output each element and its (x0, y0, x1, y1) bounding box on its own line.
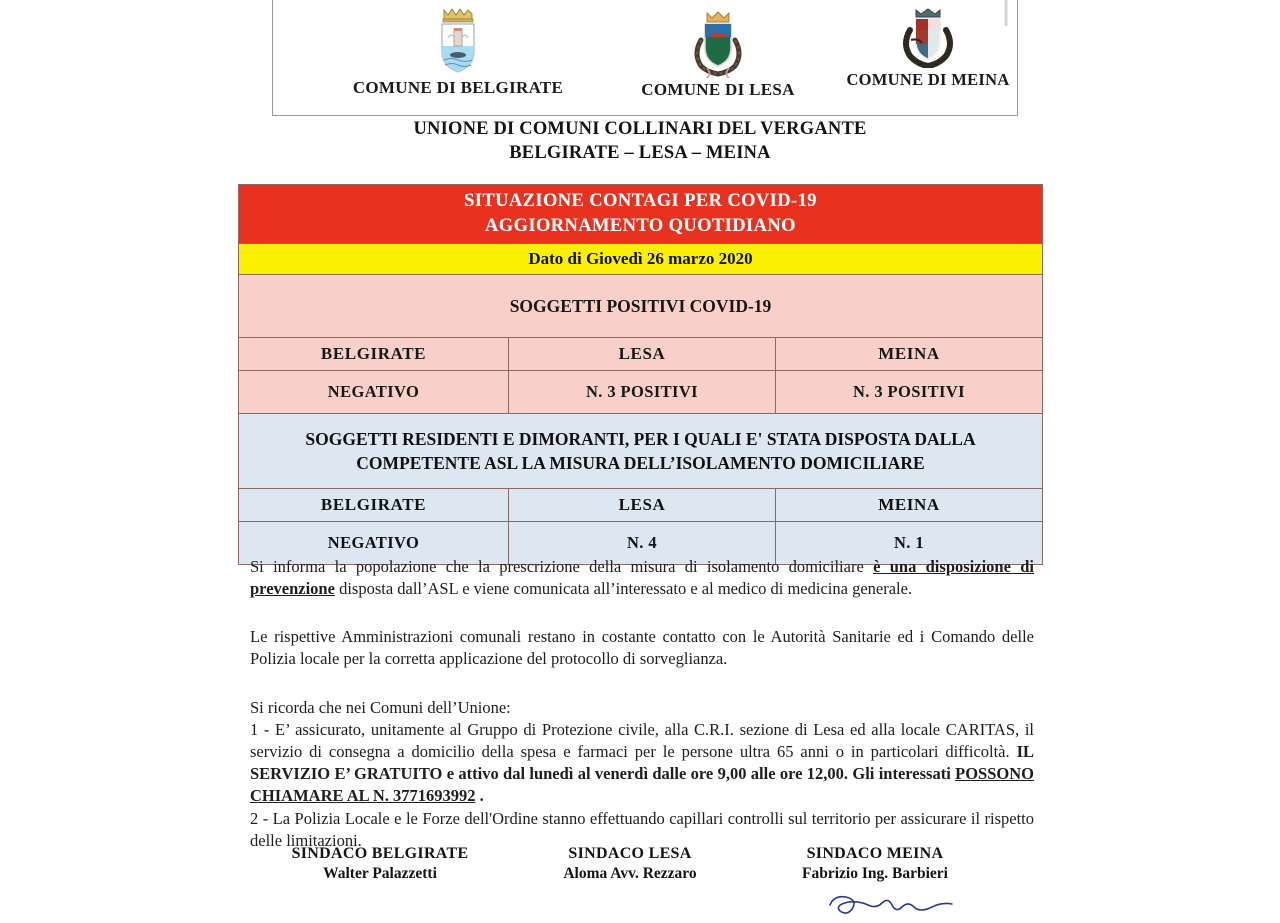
signature-role-lesa: SINDACO LESA (568, 845, 692, 862)
table-row-positives-heading (239, 275, 1043, 338)
table-row (239, 338, 1043, 371)
reminders-intro: Si ricorda che nei Comuni dell’Unione: (250, 698, 511, 717)
comune-label-lesa: COMUNE DI LESA (641, 80, 795, 99)
union-title-line-1: UNIONE DI COMUNI COLLINARI DEL VERGANTE (413, 119, 867, 139)
scan-artifact (1004, 0, 1008, 26)
table-row (239, 371, 1043, 414)
reminder-item-1-emphasis: IL SERVIZIO E’ GRATUITO e attivo dal lunedì al venerdì dalle ore 9,00 alle ore 12,00. Gli interessati (250, 742, 1034, 784)
paragraph-reminders (250, 697, 1034, 852)
signature-role-meina: SINDACO MEINA (806, 845, 944, 862)
paragraph-administrations-text: Le rispettive Amministrazioni comunali restano in costante contatto con le Autorità Sanitarie ed i Comando delle Polizia locale per la corretta applicazione del protocollo di sorveglianza. (250, 627, 1034, 669)
isolation-column-meina: MEINA (776, 489, 1043, 522)
table-row (239, 489, 1043, 522)
handwritten-signature-meina (820, 889, 960, 923)
belgirate-coat-of-arms-icon (333, 2, 583, 78)
isolation-heading-line-1: SOGGETTI RESIDENTI E DIMORANTI, PER I QUALI E' STATA DISPOSTA DALLA (305, 428, 976, 449)
signature-lesa (525, 845, 735, 883)
crest-row (273, 0, 1017, 115)
paragraph-administrations (250, 626, 1034, 670)
paragraph-prevention (250, 556, 1034, 600)
positives-value-lesa: N. 3 POSITIVI (509, 371, 776, 414)
letterhead-box (272, 0, 1018, 116)
comune-label-belgirate: COMUNE DI BELGIRATE (352, 78, 564, 97)
comune-label-meina: COMUNE DI MEINA (846, 70, 1010, 89)
positives-heading-cell: SOGGETTI POSITIVI COVID-19 (239, 275, 1043, 338)
reminder-item-2: 2 - La Polizia Locale e le Forze dell'Ordine stanno effettuando capillari controlli sul territorio per assicurare il rispetto delle limitazioni. (250, 808, 1034, 850)
reminder-item-1-part-1: 1 - E’ assicurato, unitamente al Gruppo di Protezione civile, alla C.R.I. sezione di Lesa ed alla locale CARITAS, il servizio di consegna a domicilio della spesa e farmaci per le persone ultra 65 anni o in particolari difficoltà. (250, 720, 1034, 762)
table-title-line-2: AGGIORNAMENTO QUOTIDIANO (485, 216, 796, 236)
isolation-value-belgirate: NEGATIVO (239, 522, 509, 565)
signature-name-meina: Fabrizio Ing. Barbieri (802, 865, 948, 882)
table-row-date (239, 244, 1043, 275)
isolation-column-belgirate: BELGIRATE (239, 489, 509, 522)
positives-column-belgirate: BELGIRATE (239, 338, 509, 371)
covid-status-table (238, 184, 1043, 565)
signature-name-lesa: Aloma Avv. Rezzaro (563, 865, 697, 882)
prevention-emphasis: è una disposizione di prevenzione (250, 557, 1034, 599)
reminder-item-1-end: . (475, 786, 484, 806)
table-title-cell (239, 185, 1043, 244)
union-title-line-2: BELGIRATE – LESA – MEINA (509, 143, 771, 163)
prevention-text-part-2: disposta dall’ASL e viene comunicata all’interessato e al medico di medicina generale. (334, 579, 913, 599)
comune-belgirate-block (333, 2, 583, 98)
isolation-value-lesa: N. 4 (509, 522, 776, 565)
signature-block (250, 845, 1034, 913)
isolation-column-lesa: LESA (509, 489, 776, 522)
table-date-cell: Dato di Giovedì 26 marzo 2020 (239, 244, 1043, 275)
prevention-text-part-1: Si informa la popolazione che la prescrizione della misura di isolamento domiciliare (250, 557, 874, 576)
reminder-item-1 (250, 719, 1034, 807)
positives-column-meina: MEINA (776, 338, 1043, 371)
isolation-heading-cell (239, 414, 1043, 489)
isolation-heading-line-2: COMPETENTE ASL LA MISURA DELL’ISOLAMENTO DOMICILIARE (356, 453, 925, 473)
signature-meina (760, 845, 990, 883)
signature-belgirate (265, 845, 495, 883)
reminder-item-1-phone: POSSONO CHIAMARE AL N. 3771693992 (250, 764, 1034, 806)
table-title-line-1: SITUAZIONE CONTAGI PER COVID-19 (464, 191, 817, 212)
table-row-isolation-heading (239, 414, 1043, 489)
signature-role-belgirate: SINDACO BELGIRATE (291, 845, 469, 862)
paragraph-prevention-text (250, 556, 1034, 600)
signature-name-belgirate: Walter Palazzetti (323, 865, 437, 882)
table-row-title (239, 185, 1043, 244)
comune-meina-block (803, 0, 1053, 90)
isolation-value-meina: N. 1 (776, 522, 1043, 565)
positives-value-meina: N. 3 POSITIVI (776, 371, 1043, 414)
meina-coat-of-arms-icon (803, 0, 1053, 70)
positives-value-belgirate: NEGATIVO (239, 371, 509, 414)
positives-column-lesa: LESA (509, 338, 776, 371)
